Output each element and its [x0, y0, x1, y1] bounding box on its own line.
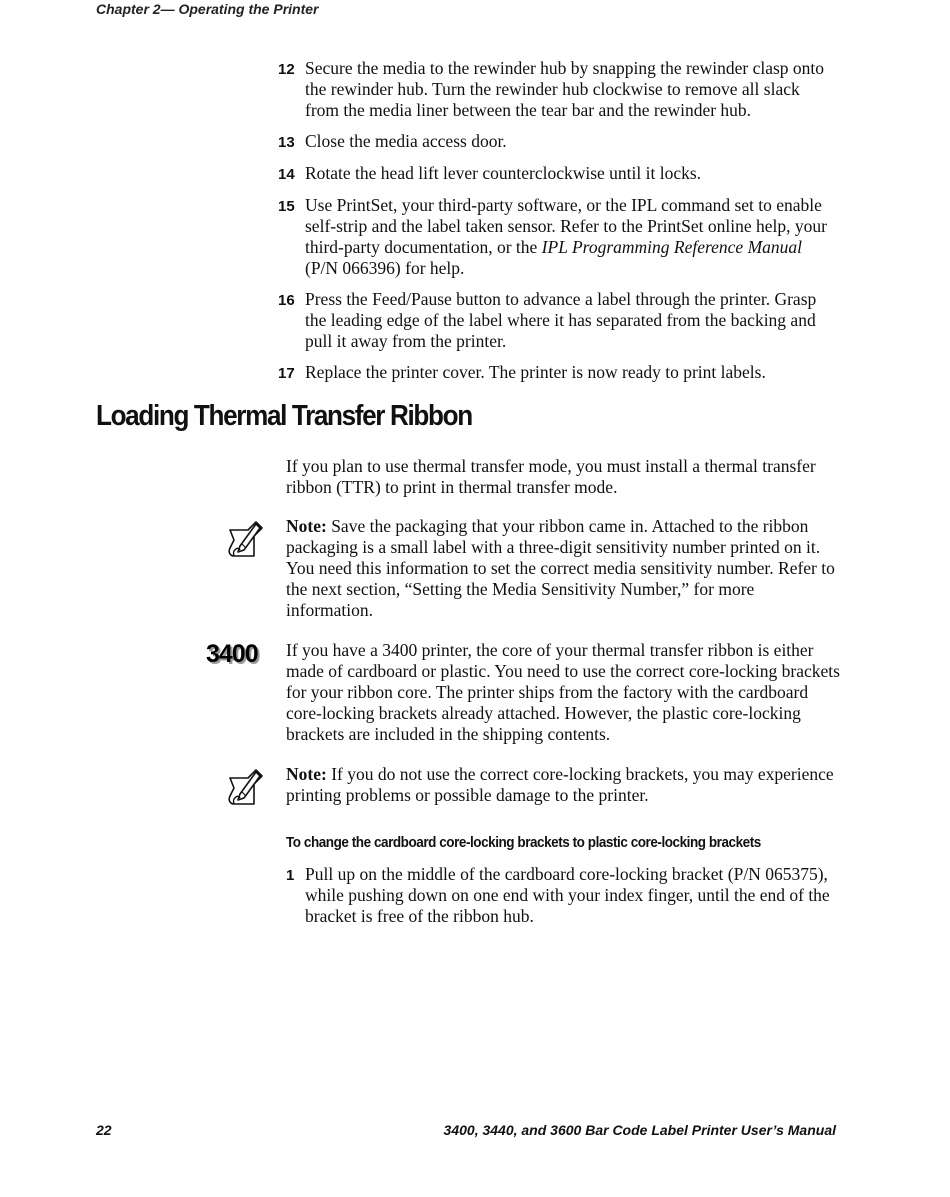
- step-number: 12: [278, 61, 295, 78]
- note-label: Note:: [286, 764, 327, 784]
- running-header: Chapter 2— Operating the Printer: [96, 1, 319, 17]
- step-item: [278, 131, 838, 153]
- step-number: 1: [286, 867, 295, 884]
- step-item: [278, 163, 838, 185]
- note-label: Note:: [286, 516, 327, 536]
- step-text-part: Use PrintSet, your third-party software, or the IPL command set to enable self-strip and the label taken sensor. Refer to the PrintSet online help, your third-party documentation, or the: [305, 195, 827, 257]
- step-text: [305, 195, 838, 279]
- note-pencil-icon: [226, 764, 266, 808]
- note-text: Save the packaging that your ribbon came in. Attached to the ribbon packaging is a small label with a three-digit sensitivity number printed on it. You need this information to set the correct media sensitivity number. Refer to the next section, “Setting the Media Sensitivity Number,” for more information.: [286, 516, 835, 620]
- step-item: [278, 362, 838, 384]
- step-number: 15: [278, 198, 295, 215]
- step-item: [278, 195, 838, 279]
- step-item: [278, 58, 838, 121]
- step-item: [278, 289, 838, 352]
- step-text: Replace the printer cover. The printer is now ready to print labels.: [305, 362, 766, 382]
- step-number: 16: [278, 292, 295, 309]
- step-number: 17: [278, 365, 295, 382]
- manual-title: 3400, 3440, and 3600 Bar Code Label Printer User’s Manual: [443, 1122, 836, 1138]
- step-text: Close the media access door.: [305, 131, 507, 151]
- step-list-top: [278, 58, 838, 394]
- note-pencil-icon: [226, 516, 266, 560]
- page-number: 22: [96, 1122, 112, 1138]
- note-text: If you do not use the correct core-locking brackets, you may experience printing problems or possible damage to the printer.: [286, 764, 834, 805]
- step-text: Press the Feed/Pause button to advance a label through the printer. Grasp the leading edge of the label where it has separated from the backing and pull it away from the printer.: [305, 289, 817, 351]
- step-text: Secure the media to the rewinder hub by snapping the rewinder clasp onto the rewinder hub. Turn the rewinder hub clockwise to remove all slack from the media liner between the tear bar and the rewinder hub.: [305, 58, 825, 120]
- section-title: Loading Thermal Transfer Ribbon: [96, 400, 472, 432]
- step-number: 14: [278, 166, 295, 183]
- step-text: Pull up on the middle of the cardboard core-locking bracket (P/N 065375), while pushing down on one end with your index finger, until the end of the bracket is free of the ribbon hub.: [305, 864, 830, 926]
- step-item: [286, 864, 842, 927]
- procedure-title: To change the cardboard core-locking brackets to plastic core-locking brackets: [286, 834, 761, 851]
- step-text: Rotate the head lift lever counterclockwise until it locks.: [305, 163, 702, 183]
- model-3400-paragraph: If you have a 3400 printer, the core of your thermal transfer ribbon is either made of cardboard or plastic. You need to use the correct core-locking brackets for your ribbon core. The printer ships from the factory with the cardboard core-locking brackets already attached. However, the plastic core-locking brackets are included in the shipping contents.: [286, 640, 840, 744]
- manual-reference: IPL Programming Reference Manual: [541, 237, 803, 257]
- intro-paragraph: If you plan to use thermal transfer mode, you must install a thermal transfer ribbon (TTR) to print in thermal transfer mode.: [286, 456, 816, 497]
- note-paragraph: [286, 764, 842, 806]
- step-number: 13: [278, 134, 295, 151]
- model-3400-badge: 3400: [206, 640, 258, 668]
- procedure-step-list: [286, 864, 842, 937]
- note-paragraph: [286, 516, 842, 621]
- step-text-part: (P/N 066396) for help.: [305, 258, 465, 278]
